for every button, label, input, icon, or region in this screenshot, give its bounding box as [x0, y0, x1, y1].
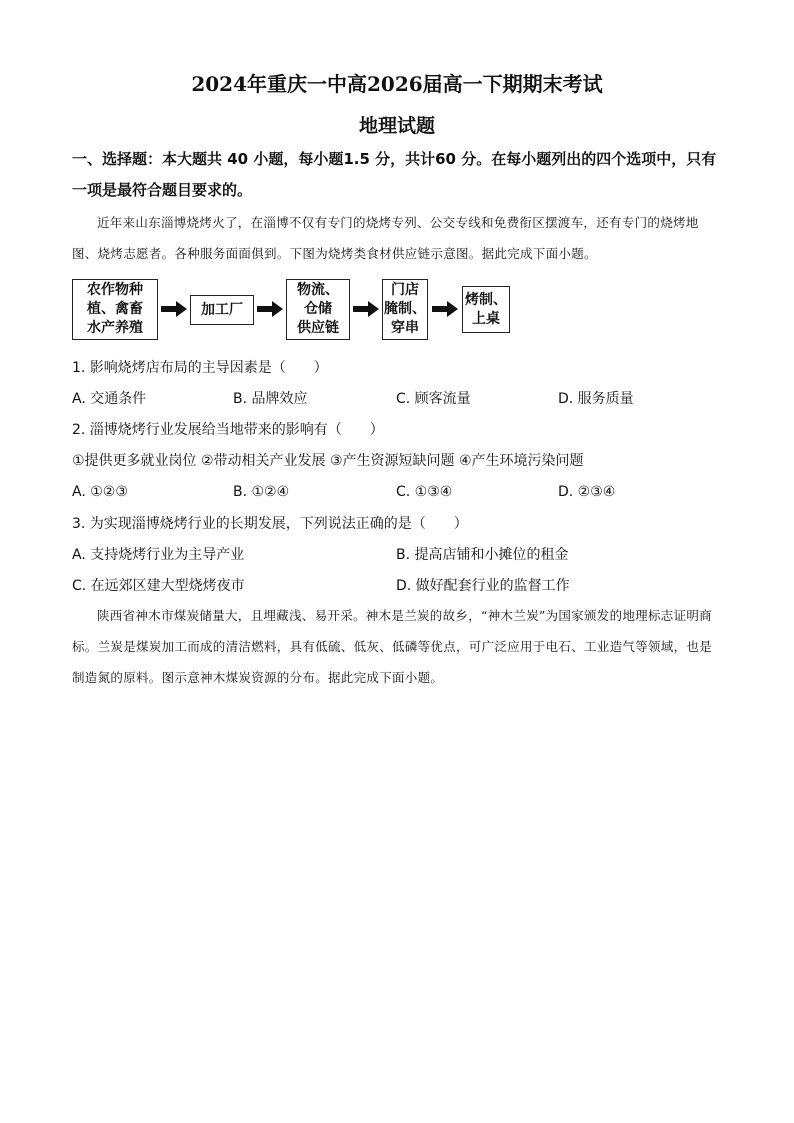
question-3-option-b[interactable]: B. 提高店铺和小摊位的租金 — [396, 547, 569, 563]
question-3-option-d[interactable]: D. 做好配套行业的监督工作 — [396, 578, 570, 594]
section-heading: 一、选择题：本大题共 40 小题，每小题1.5 分，共计60 分。在每小题列出的四个选项中，只有一项是最符合题目要求的。 — [72, 150, 717, 199]
supply-chain-diagram — [72, 276, 522, 342]
passage-2: 陕西省神木市煤炭储量大，且埋藏浅、易开采。神木是兰炭的故乡，“神木兰炭”为国家颁发的地理标志证明商标。兰炭是煤炭加工而成的清洁燃料，具有低硫、低灰、低磷等优点，可广泛应用于电石、工业造气等领域，也是制造氮的原料。图示意神木煤炭资源的分布。据此完成下面小题。 — [72, 608, 713, 685]
question-3-stem: 3. 为实现淄博烧烤行业的长期发展，下列说法正确的是（ ） — [72, 516, 468, 532]
question-1-option-d[interactable]: D. 服务质量 — [558, 391, 634, 407]
flow-box-store: 门店 腌制、 穿串 — [382, 279, 428, 340]
flow-arrow-icon — [257, 301, 283, 317]
question-1-option-b[interactable]: B. 品牌效应 — [233, 391, 308, 407]
exam-title: 2024年重庆一中高2026届高一下期期末考试 — [191, 72, 603, 96]
question-1-option-a[interactable]: A. 交通条件 — [72, 391, 147, 407]
question-1-option-c[interactable]: C. 顾客流量 — [396, 391, 471, 407]
question-2-option-c[interactable]: C. ①③④ — [396, 484, 453, 500]
question-2-statements: ①提供更多就业岗位 ②带动相关产业发展 ③产生资源短缺问题 ④产生环境污染问题 — [72, 453, 584, 469]
flow-box-factory: 加工厂 — [190, 295, 254, 325]
question-2-option-b[interactable]: B. ①②④ — [233, 484, 290, 500]
flow-arrow-icon — [353, 301, 379, 317]
question-2-option-d[interactable]: D. ②③④ — [558, 484, 616, 500]
question-3-option-a[interactable]: A. 支持烧烤行业为主导产业 — [72, 547, 245, 563]
passage-1: 近年来山东淄博烧烤火了，在淄博不仅有专门的烧烤专列、公交专线和免费衔区摆渡车，还有专门的烧烤地图、烧烤志愿者。各种服务面面俱到。下图为烧烤类食材供应链示意图。据此完成下面小题。 — [72, 215, 699, 261]
flow-arrow-icon — [161, 301, 187, 317]
flow-box-serve: 烤制、 上桌 — [462, 286, 510, 333]
exam-subject: 地理试题 — [358, 115, 435, 137]
flow-box-farming: 农作物种 植、禽畜 水产养殖 — [72, 279, 158, 340]
question-1-stem: 1. 影响烧烤店布局的主导因素是（ ） — [72, 360, 328, 376]
flow-arrow-icon — [432, 301, 458, 317]
question-3-option-c[interactable]: C. 在远郊区建大型烧烤夜市 — [72, 578, 245, 594]
question-2-option-a[interactable]: A. ①②③ — [72, 484, 128, 500]
question-2-stem: 2. 淄博烧烤行业发展给当地带来的影响有（ ） — [72, 422, 384, 438]
flow-box-logistics: 物流、 仓储 供应链 — [286, 279, 350, 340]
